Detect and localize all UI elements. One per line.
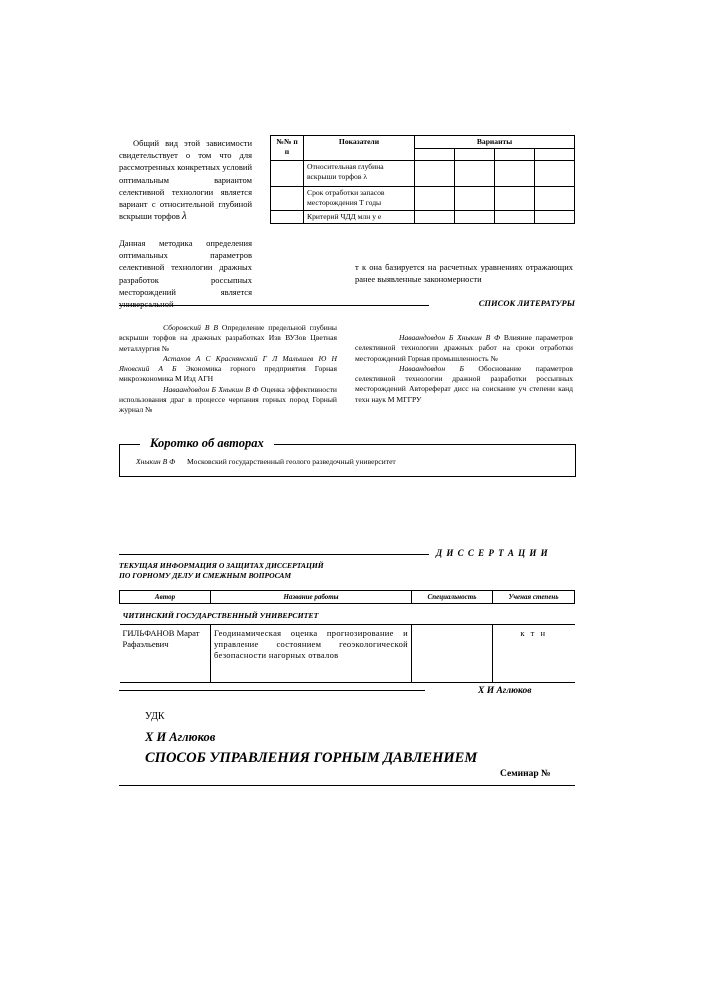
intro-text-2: Данная методика определения оптимальных параметров селективной технологии дражных разработок россыпных месторождений является универсальной <box>119 238 252 310</box>
dissertation-title: Геодинамическая оценка прогнозирование и управление состоянием геоэкологической безопасности нагорных отвалов <box>211 625 412 683</box>
col-number-header: №№ п п <box>271 136 304 161</box>
lambda-symbol: λ <box>182 210 187 223</box>
references-left <box>119 323 337 416</box>
dissertation-specialty <box>412 625 493 683</box>
reference-item: Наваандовдон Б Хныкин В Ф Влияние параметров селективной технологии дражных работ на сроки отработки месторождений Горная промышленность № <box>355 333 573 363</box>
intro-paragraph-2 <box>119 237 252 310</box>
udk-label: УДК <box>145 711 165 722</box>
signature: Х И Аглюков <box>478 686 532 696</box>
article-rule <box>119 785 575 786</box>
references-heading: СПИСОК ЛИТЕРАТУРЫ <box>478 298 575 308</box>
dissertation-degree: к т н <box>493 625 575 683</box>
col-author-header: Автор <box>120 591 211 604</box>
dissertation-author: ГИЛЬФАНОВ Марат Рафаэльевич <box>120 625 211 683</box>
intro-text-1: Общий вид этой зависимости свидетельствует о том что для рассмотренных конкретных условий оптимальным вариантом селективной технологии является вариант с относительной глубиной вскрыши торфов <box>119 138 252 222</box>
references-right <box>355 333 573 405</box>
seminar-label: Семинар № <box>500 769 551 779</box>
reference-item: Астахов А С Краснянский Г Л Малышев Ю Н Яновский А Б Экономика горного предприятия Горная микроэкономика М Изд АГН <box>119 353 337 384</box>
article-author: Х И Аглюков <box>145 730 216 744</box>
col-variants-header: Варианты <box>415 136 575 149</box>
col-indicators-header: Показатели <box>304 136 415 161</box>
table-row <box>120 625 575 683</box>
col-degree-header: Ученая степень <box>493 591 575 604</box>
table-row-label: Критерий ЧДД млн у е <box>304 211 415 224</box>
intro-paragraph-3 <box>355 261 573 285</box>
author-affiliation: Московский государственный геолого разведочный университет <box>187 457 396 466</box>
table-row-label: Относительная глубина вскрыши торфов λ <box>304 161 415 187</box>
authors-box-title: Коротко об авторах <box>140 436 274 451</box>
dissertations-table <box>119 590 575 683</box>
university-name: ЧИТИНСКИЙ ГОСУДАРСТВЕННЫЙ УНИВЕРСИТЕТ <box>120 604 575 625</box>
author-name: Хныкин В Ф <box>136 457 176 466</box>
signature-rule <box>119 690 425 691</box>
table-row-label: Срок отработки запасов месторождения Т годы <box>304 187 415 211</box>
reference-item: Наваандовдон Б Хныкин В Ф Оценка эффективности использования драг в процессе черпания горных пород Горный журнал № <box>119 384 337 415</box>
dissertations-heading-line1: ТЕКУЩАЯ ИНФОРМАЦИЯ О ЗАЩИТАХ ДИССЕРТАЦИЙ <box>119 561 324 570</box>
variants-table <box>270 135 575 224</box>
dissertations-rule <box>119 554 429 555</box>
dissertations-heading-line2: ПО ГОРНОМУ ДЕЛУ И СМЕЖНЫМ ВОПРОСАМ <box>119 571 292 580</box>
col-specialty-header: Специальность <box>412 591 493 604</box>
intro-paragraph-1 <box>119 137 252 222</box>
references-rule <box>119 305 429 306</box>
dissertations-label: Д И С С Е Р Т А Ц И И <box>436 548 549 558</box>
intro-text-3: т к она базируется на расчетных уравнениях отражающих ранее выявленные закономерности <box>355 262 573 285</box>
reference-item: Наваандовдон Б Обоснование параметров селективной технологии дражной разработки россыпных месторождений Автореферат дисс на соискание уч степени канд техн наук М МГГРУ <box>355 363 574 404</box>
article-title: СПОСОБ УПРАВЛЕНИЯ ГОРНЫМ ДАВЛЕНИЕМ <box>145 750 478 766</box>
reference-item: Сборовский В В Определение предельной глубины вскрыши торфов на дражных разработках Изв ВУЗов Цветная металлургия № <box>119 323 337 353</box>
authors-box-body <box>136 457 396 467</box>
dissertations-heading <box>119 561 324 581</box>
authors-box <box>119 436 576 477</box>
col-title-header: Название работы <box>211 591 412 604</box>
